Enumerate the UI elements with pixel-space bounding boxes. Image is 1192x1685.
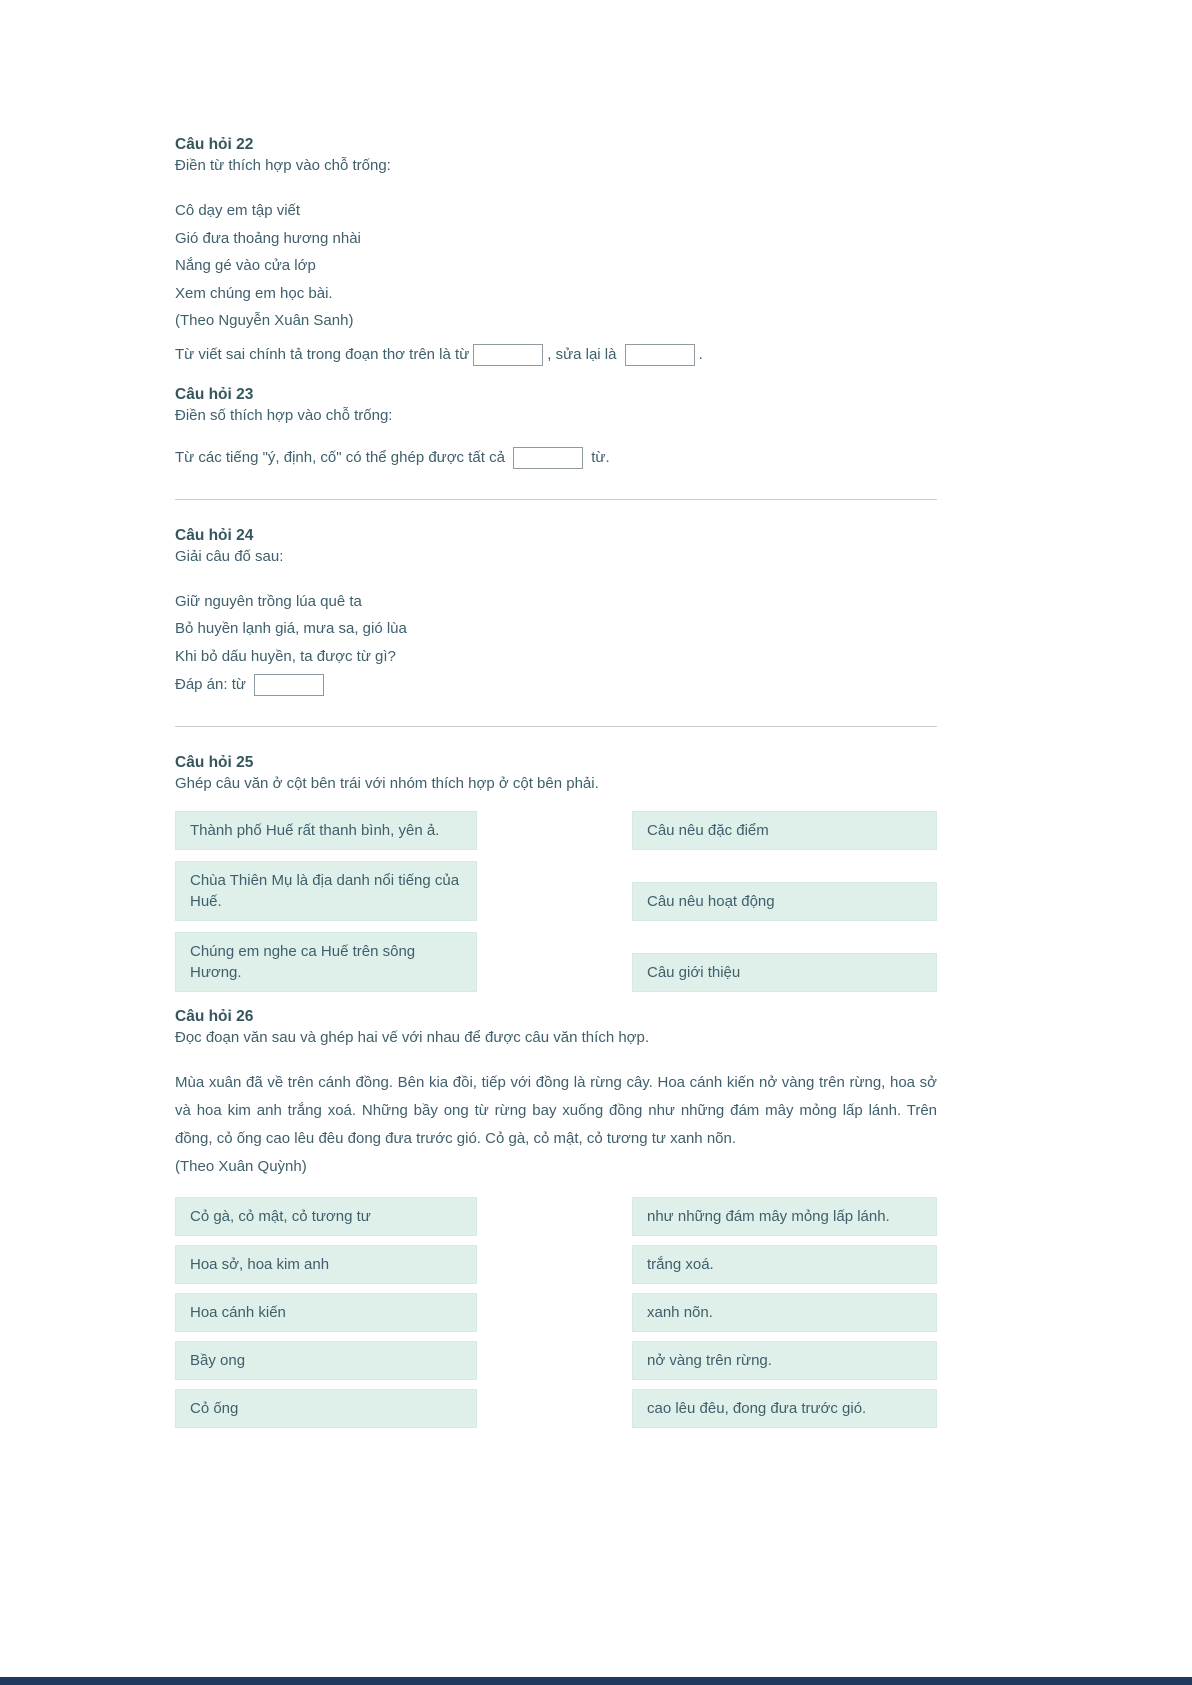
question-24-instruction: Giải câu đố sau: xyxy=(175,547,284,565)
question-26-right-column xyxy=(632,1197,937,1428)
match-item-right[interactable]: xanh nõn. xyxy=(632,1293,937,1332)
question-24 xyxy=(175,525,937,701)
question-25-match-grid xyxy=(175,811,937,992)
answer-prefix: Đáp án: từ xyxy=(175,676,246,693)
poem-line: Nắng gé vào cửa lớp xyxy=(175,257,316,274)
match-item-right[interactable]: nở vàng trên rừng. xyxy=(632,1341,937,1380)
match-item-left[interactable]: Chúng em nghe ca Huế trên sông Hương. xyxy=(175,932,477,992)
match-item-left[interactable]: Bầy ong xyxy=(175,1341,477,1380)
match-item-left[interactable]: Thành phố Huế rất thanh bình, yên ả. xyxy=(175,811,477,850)
question-26-passage: Mùa xuân đã về trên cánh đồng. Bên kia đồi, tiếp với đồng là rừng cây. Hoa cánh kiến nở vàng trên rừng, hoa sở và hoa kim anh trắng xoá. Những bầy ong từ rừng bay xuống đồng như những đám mây mỏng lấp lánh. Trên đồng, cỏ ống cao lêu đêu đong đưa trước gió. Cỏ gà, cỏ mật, cỏ tương tư xanh nõn. xyxy=(175,1074,937,1147)
question-23 xyxy=(175,384,937,473)
match-item-left[interactable]: Chùa Thiên Mụ là địa danh nổi tiếng của Huế. xyxy=(175,861,477,921)
question-26-left-column xyxy=(175,1197,477,1428)
question-26-instruction: Đọc đoạn văn sau và ghép hai vế với nhau để được câu văn thích hợp. xyxy=(175,1029,650,1046)
question-22-title: Câu hỏi 22 xyxy=(175,136,254,153)
question-22-blank-2[interactable] xyxy=(625,344,695,366)
section-divider xyxy=(175,726,937,727)
match-item-left[interactable]: Hoa sở, hoa kim anh xyxy=(175,1245,477,1284)
question-23-fill-sentence xyxy=(175,443,937,473)
fill-prefix: Từ các tiếng "ý, định, cố" có thể ghép được tất cả xyxy=(175,448,505,466)
fill-prefix: Từ viết sai chính tả trong đoạn thơ trên là từ xyxy=(175,345,470,363)
poem-attribution: (Theo Nguyễn Xuân Sanh) xyxy=(175,312,354,329)
question-25 xyxy=(175,752,937,992)
poem-line: Gió đưa thoảng hương nhài xyxy=(175,229,361,247)
poem-line: Cô dạy em tập viết xyxy=(175,202,301,219)
match-item-right[interactable]: Câu nêu hoạt động xyxy=(632,882,937,921)
question-26-match-grid xyxy=(175,1197,937,1428)
match-item-left[interactable]: Hoa cánh kiến xyxy=(175,1293,477,1332)
question-25-title: Câu hỏi 25 xyxy=(175,754,254,771)
question-25-left-column xyxy=(175,811,477,992)
question-26 xyxy=(175,1006,937,1428)
match-item-right[interactable]: Câu giới thiệu xyxy=(632,953,937,992)
match-item-right[interactable]: như những đám mây mỏng lấp lánh. xyxy=(632,1197,937,1236)
question-25-right-column xyxy=(632,811,937,992)
question-22-blank-1[interactable] xyxy=(473,344,543,366)
question-24-riddle xyxy=(175,588,937,671)
question-24-answer-line xyxy=(175,670,937,700)
footer-bar xyxy=(0,1677,1192,1685)
match-item-right[interactable]: Câu nêu đặc điểm xyxy=(632,811,937,850)
question-26-title: Câu hỏi 26 xyxy=(175,1008,254,1025)
fill-suffix: . xyxy=(698,345,703,363)
question-23-title: Câu hỏi 23 xyxy=(175,385,254,403)
question-22-poem xyxy=(175,197,937,335)
section-divider xyxy=(175,499,937,500)
riddle-line: Giữ nguyên trồng lúa quê ta xyxy=(175,592,362,610)
quiz-content xyxy=(175,0,937,1428)
fill-suffix: từ. xyxy=(591,448,610,466)
riddle-line: Bỏ huyền lạnh giá, mưa sa, gió lùa xyxy=(175,620,407,637)
question-24-title: Câu hỏi 24 xyxy=(175,526,254,544)
match-item-right[interactable]: cao lêu đêu, đong đưa trước gió. xyxy=(632,1389,937,1428)
question-22-fill-sentence xyxy=(175,340,937,370)
question-22 xyxy=(175,134,937,370)
match-item-left[interactable]: Cỏ ống xyxy=(175,1389,477,1428)
question-26-attribution: (Theo Xuân Quỳnh) xyxy=(175,1158,307,1175)
riddle-line: Khi bỏ dấu huyền, ta được từ gì? xyxy=(175,647,396,665)
question-23-blank[interactable] xyxy=(513,447,583,469)
question-24-blank[interactable] xyxy=(254,674,324,696)
match-item-left[interactable]: Cỏ gà, cỏ mật, cỏ tương tư xyxy=(175,1197,477,1236)
poem-line: Xem chúng em học bài. xyxy=(175,284,333,302)
match-item-right[interactable]: trắng xoá. xyxy=(632,1245,937,1284)
fill-middle: , sửa lại là xyxy=(547,345,617,363)
question-25-instruction: Ghép câu văn ở cột bên trái với nhóm thích hợp ở cột bên phải. xyxy=(175,775,599,792)
question-22-instruction: Điền từ thích hợp vào chỗ trống: xyxy=(175,157,391,174)
question-23-instruction: Điền số thích hợp vào chỗ trống: xyxy=(175,406,393,424)
